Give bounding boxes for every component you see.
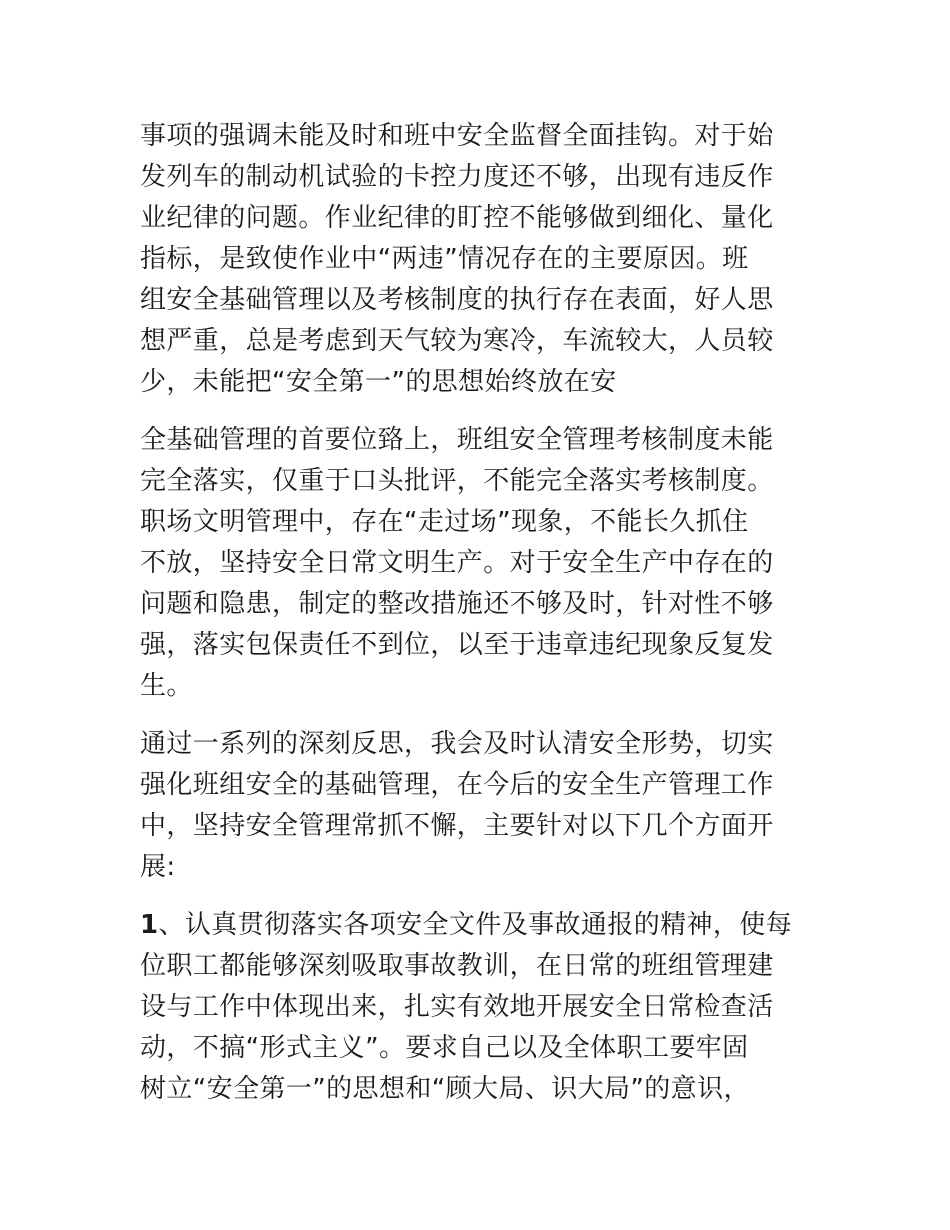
text-line: [140, 905, 820, 946]
text-line: 动，不搞“形式主义”。要求自己以及全体职工要牢固: [140, 1033, 749, 1063]
text-line: 不放，坚持安全日常文明生产。对于安全生产中存在的: [140, 548, 774, 578]
paragraph-reflection: [140, 724, 820, 888]
text-line: 中，坚持安全管理常抓不懈，主要针对以下几个方面开: [140, 811, 774, 841]
text-line: 生。: [140, 671, 193, 701]
list-number: 1: [140, 910, 159, 940]
text-line: 展:: [140, 852, 176, 882]
text-line: 想严重，总是考虑到天气较为寒冷，车流较大，人员较: [140, 326, 774, 356]
text-line: 少，未能把“安全第一”的思想始终放在安: [140, 367, 617, 397]
text-line: 业纪律的问题。作业纪律的盯控不能够做到细化、量化: [140, 203, 774, 233]
text-line: 事项的强调未能及时和班中安全监督全面挂钩。对于始: [140, 121, 774, 151]
text-line: 组安全基础管理以及考核制度的执行存在表面，好人思: [140, 285, 774, 315]
list-item-1: [140, 905, 820, 1110]
paragraph-management-issues: [140, 420, 820, 707]
text-line: 职场文明管理中，存在“走过场”现象，不能长久抓住: [140, 507, 749, 537]
text-line: 发列车的制动机试验的卡控力度还不够，出现有违反作: [140, 162, 774, 192]
text-line: 完全落实，仅重于口头批评，不能完全落实考核制度。: [140, 466, 774, 496]
text-line: 树立“安全第一”的思想和“顾大局、识大局”的意识，: [140, 1074, 750, 1104]
text-line: 设与工作中体现出来，扎实有效地开展安全日常检查活: [140, 992, 774, 1022]
text-line: 强化班组安全的基础管理，在今后的安全生产管理工作: [140, 770, 774, 800]
text-line: 通过一系列的深刻反思，我会及时认清安全形势，切实: [140, 729, 774, 759]
text-line: 位职工都能够深刻吸取事故教训，在日常的班组管理建: [140, 951, 774, 981]
text-line: 指标，是致使作业中“两违”情况存在的主要原因。班: [140, 244, 749, 274]
text-line: 问题和隐患，制定的整改措施还不够及时，针对性不够: [140, 589, 774, 619]
text-line: 全基础管理的首要位臵上，班组安全管理考核制度未能: [140, 425, 774, 455]
paragraph-safety-issues: [140, 116, 820, 403]
list-item-first-line: 、认真贯彻落实各项安全文件及事故通报的精神，使每: [158, 910, 793, 940]
text-line: 强，落实包保责任不到位，以至于违章违纪现象反复发: [140, 630, 774, 660]
